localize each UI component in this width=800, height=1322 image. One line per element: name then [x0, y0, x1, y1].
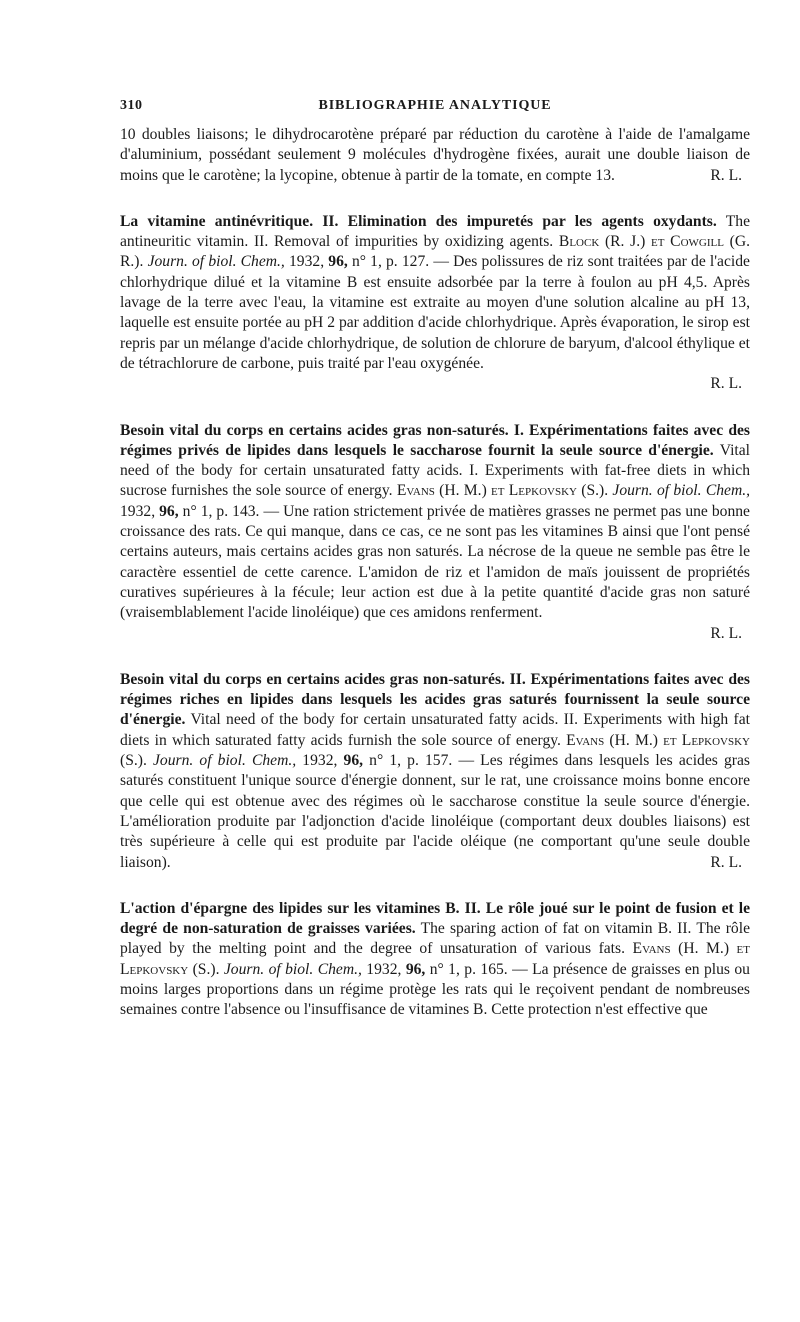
entry-title: La vitamine antinévritique. II. Elimination des impuretés par les agents oxydants. [120, 212, 717, 230]
entry-english-title: The antineuritic vitamin. II. Removal of impurities by oxidizing agents. [120, 212, 751, 251]
entry-body: 10 doubles liaisons; le dihydrocarotène préparé par réduction du carotène à l'aide de l'amalgame d'aluminium, possédant seulement 9 molécules d'hydrogène fixées, aurait une double liaison de moins que le carotène; la lycopine, obtenue à partir de la tomate, en compte 13. [120, 126, 750, 184]
entry-journal: Journ. of biol. Chem., [612, 482, 750, 500]
entry-issue-page: n° 1, p. 127. [351, 253, 430, 271]
entry-year: 1932, [366, 960, 402, 978]
entry-year: 1932, [302, 752, 338, 770]
entry-authors: Evans (H. M.) et Lepkovsky (S.). [120, 731, 750, 770]
reviewer-initials: R. L. [710, 624, 742, 642]
entry-body: — La présence de graisses en plus ou moins larges proportions dans un régime protège les rats qui le reçoivent pendant de nombreuses semaines contre l'absence ou l'insuffisance de vitamines B. Cette protection n'est effective que [120, 960, 750, 1019]
entry-volume: 96, [328, 253, 348, 271]
entry-english-title: Vital need of the body for certain unsaturated fatty acids. II. Experiments with high fat diets in which saturated fatty acids furnish the sole source of energy. [120, 711, 751, 749]
abstract-entry [120, 899, 750, 1021]
entry-volume: 96, [159, 502, 179, 520]
entry-issue-page: n° 1, p. 143. [182, 502, 260, 520]
running-title: BIBLIOGRAPHIE ANALYTIQUE [318, 98, 552, 113]
entry-title: L'action d'épargne des lipides sur les vitamines B. II. Le rôle joué sur le point de fusion et le degré de non-saturation de graisses variées. [120, 899, 750, 938]
entry-authors: Evans (H. M.) et Lepkovsky (S.). [120, 940, 750, 978]
entry-issue-page: n° 1, p. 157. [369, 752, 453, 770]
entry-authors: Block (R. J.) et Cowgill (G. R.). [120, 233, 750, 271]
entry-volume: 96, [405, 960, 426, 978]
entry-title: Besoin vital du corps en certains acides gras non-saturés. II. Expérimentations faites avec des régimes riches en lipides dans lesquels les acides gras saturés fournissent la seule source d'énergie. [120, 670, 750, 729]
entry-english-title: The sparing action of fat on vitamin B. II. The rôle played by the melting point and the degree of unsaturation of various fats. [120, 920, 750, 958]
entry-issue-page: n° 1, p. 165. [429, 960, 508, 978]
entry-authors: Evans (H. M.) et Lepkovsky (S.). [396, 482, 609, 500]
abstract-entry-continued [120, 125, 750, 186]
document-page [120, 96, 750, 1021]
abstract-entry [120, 212, 750, 374]
reviewer-initials: R. L. [710, 166, 742, 184]
reviewer-initials: R. L. [710, 375, 742, 393]
entry-journal: Journ. of biol. Chem., [153, 752, 297, 770]
entry-journal: Journ. of biol. Chem., [223, 960, 362, 978]
entry-body: — Les régimes dans lesquels les acides gras saturés constituent l'unique source d'énergie donnent, sur le rat, une croissance moins bonne encore que celle qui est obtenue avec des régimes où le saccharose constitue la seule source d'énergie. L'amélioration produite par l'adjonction d'acide linoléique (comportant deux doubles liaisons) est très supérieure à celle qui est produite par l'acide oléique (ne comportant qu'une seule double liaison). [120, 752, 750, 871]
page-number: 310 [120, 98, 143, 113]
entry-english-title: Vital need of the body for certain unsaturated fatty acids. I. Experiments with fat-free diets in which sucrose furnishes the sole source of energy. [120, 441, 750, 500]
entry-body: — Une ration strictement privée de matières grasses ne permet pas une bonne croissance des rats. Ce qui manque, dans ce cas, ce ne sont pas les vitamines B ainsi que l'ont pensé certains auteurs, mais certains acides gras non saturés. La nécrose de la queue ne semble pas être le caractère essentiel de cette carence. L'amidon de riz et l'amidon de maïs jouissent de propriétés curatives supérieures à la fécule; leur action est due à la petite quantité d'acide gras non saturé (vraisemblablement l'acide linoléique) que ces amidons renferment. [120, 502, 750, 622]
entry-body: — Des polissures de riz sont traitées par de l'acide chlorhydrique dilué et la vitamine B est ensuite adsorbée par la terre à foulon au pH 4,5. Après lavage de la terre avec l'eau, la vitamine est extraite au moyen d'une solution alcaline au pH 13, laquelle est ensuite portée au pH 2 par addition d'acide chlorhydrique. Après évaporation, le sirop est repris par un mélange d'acide chlorhydrique, de solution de chlorure de baryum, d'alcool éthylique et de tétrachlorure de carbone, puis traité par l'eau oxygénée. [120, 253, 750, 372]
abstract-entry [120, 670, 750, 873]
running-header [120, 96, 750, 118]
entry-year: 1932, [120, 502, 156, 520]
entry-title: Besoin vital du corps en certains acides gras non-saturés. I. Expérimentations faites avec des régimes privés de lipides dans lesquels le saccharose fournit la seule source d'énergie. [120, 421, 750, 459]
abstract-entry [120, 421, 750, 624]
entry-journal: Journ. of biol. Chem., [147, 253, 285, 271]
reviewer-initials: R. L. [710, 853, 742, 871]
entry-volume: 96, [343, 752, 364, 770]
entry-year: 1932, [289, 253, 325, 271]
